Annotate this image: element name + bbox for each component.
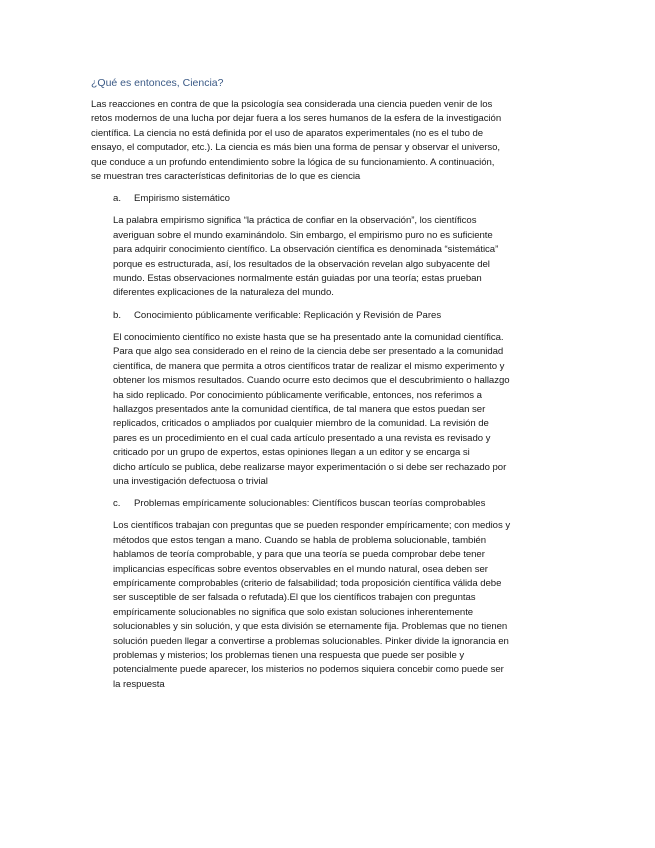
section-heading-conocimiento: [113, 309, 569, 323]
text-line: obtener los mismos resultados. Cuando ocurre esto decimos que el descubrimiento o hallazgo: [113, 375, 510, 387]
text-line: dicho artículo se publica, debe realizarse mayor experimentación o si debe ser rechazado por: [113, 461, 507, 473]
text-line: potencialmente puede aparecer, los misterios no podemos siquiera concebir como puede ser: [113, 664, 504, 676]
text-line: una investigación defectuosa o trivial: [113, 475, 268, 487]
text-line: retos modernos de una lucha por dejar fuera a los seres humanos de la esfera de la investigación: [91, 113, 502, 125]
text-line: se muestran tres características definitorias de lo que es ciencia: [91, 171, 361, 183]
text-line: diferentes explicaciones de la naturaleza del mundo.: [113, 287, 334, 299]
section-heading-text: Conocimiento públicamente verificable: Replicación y Revisión de Pares: [134, 309, 442, 321]
text-line: El conocimiento científico no existe hasta que se ha presentado ante la comunidad científica.: [113, 331, 504, 343]
text-line: mundo. Estas observaciones normalmente están guiadas por una teoría; estas prueban: [113, 273, 482, 285]
text-line: Las reacciones en contra de que la psicología sea considerada una ciencia pueden venir de los: [91, 99, 493, 110]
text-line: La palabra empirismo significa “la práctica de confiar en la observación”, los científicos: [113, 215, 477, 227]
section-heading-empirismo: [113, 192, 569, 206]
text-line: científica. La ciencia no está definida por el uso de aparatos experimentales (no es el tubo de: [91, 127, 484, 139]
section-paragraph-conocimiento: [113, 331, 569, 489]
section-heading-text: Empirismo sistemático: [134, 193, 230, 205]
text-line: métodos que estos tengan a mano. Cuando se habla de problema solucionable, también: [113, 534, 486, 546]
text-line: solución pueden llegar a convertirse a problemas solucionables. Pinker divide la ignorancia en: [113, 635, 509, 647]
list-marker: c.: [113, 498, 121, 510]
text-line: ensayo, el computador, etc.). La ciencia es más bien una forma de pensar y observar el universo,: [91, 142, 501, 154]
document-title: ¿Qué es entonces, Ciencia?: [91, 77, 224, 89]
text-line: Los científicos trabajan con preguntas que se pueden responder empíricamente; con medios y: [113, 520, 511, 532]
text-line: empíricamente solucionables no significa que solo existan soluciones inherentemente: [113, 606, 474, 618]
text-line: solucionables y sin solución, y que esta división se eternamente fija. Problemas que no tienen: [113, 621, 508, 633]
text-line: empíricamente comprobables (criterio de falsabilidad; toda proposición científica válida debe: [113, 577, 502, 589]
section-heading-text: Problemas empíricamente solucionables: Científicos buscan teorías comprobables: [134, 498, 486, 510]
text-line: replicados, criticados o ampliados por cualquier miembro de la comunidad. La revisión de: [113, 418, 489, 430]
list-marker: b.: [113, 309, 122, 321]
text-line: criticado por un grupo de expertos, estas opiniones llegan a un editor y se encarga si: [113, 447, 470, 459]
text-line: que conduce a un profundo entendimiento sobre la lógica de su funcionamiento. A continuación,: [91, 156, 495, 168]
text-line: la respuesta: [113, 678, 165, 690]
text-line: para adquirir conocimiento científico. La observación científica es denominada “sistemática”: [113, 244, 499, 256]
text-line: implicancias específicas sobre eventos observables en el mundo natural, osea deben ser: [113, 563, 488, 575]
intro-paragraph: [91, 98, 569, 184]
document-page: [91, 76, 569, 700]
text-line: hallazgos presentados ante la comunidad científica, de tal manera que estos puedan ser: [113, 403, 486, 415]
text-line: porque es estructurada, así, los resultados de la observación revelan algo subyacente del: [113, 258, 490, 270]
text-line: averiguan sobre el mundo examinándolo. Sin embargo, el empirismo puro no es suficiente: [113, 229, 493, 241]
text-line: problemas y misterios; los problemas tienen una respuesta que puede ser posible y: [113, 650, 465, 661]
text-line: ha sido replicado. Por conocimiento públicamente verificable, entonces, nos referimos a: [113, 389, 482, 401]
text-line: Para que algo sea considerado en el reino de la ciencia debe ser presentado a la comunidad: [113, 346, 504, 358]
section-heading-problemas: [113, 497, 569, 511]
text-line: hablamos de teoría comprobable, y para que una teoría se pueda comprobar debe tener: [113, 549, 485, 561]
text-line: ser susceptible de ser falsada o refutada).El que los científicos trabajen con preguntas: [113, 592, 476, 604]
text-line: pares es un procedimiento en el cual cada artículo presentado a una revista es revisado y: [113, 432, 491, 444]
text-line: científica, de manera que permita a otros científicos tratar de realizar el mismo experimento y: [113, 360, 505, 372]
list-marker: a.: [113, 193, 122, 205]
section-paragraph-problemas: [113, 519, 569, 692]
section-paragraph-empirismo: [113, 214, 569, 300]
